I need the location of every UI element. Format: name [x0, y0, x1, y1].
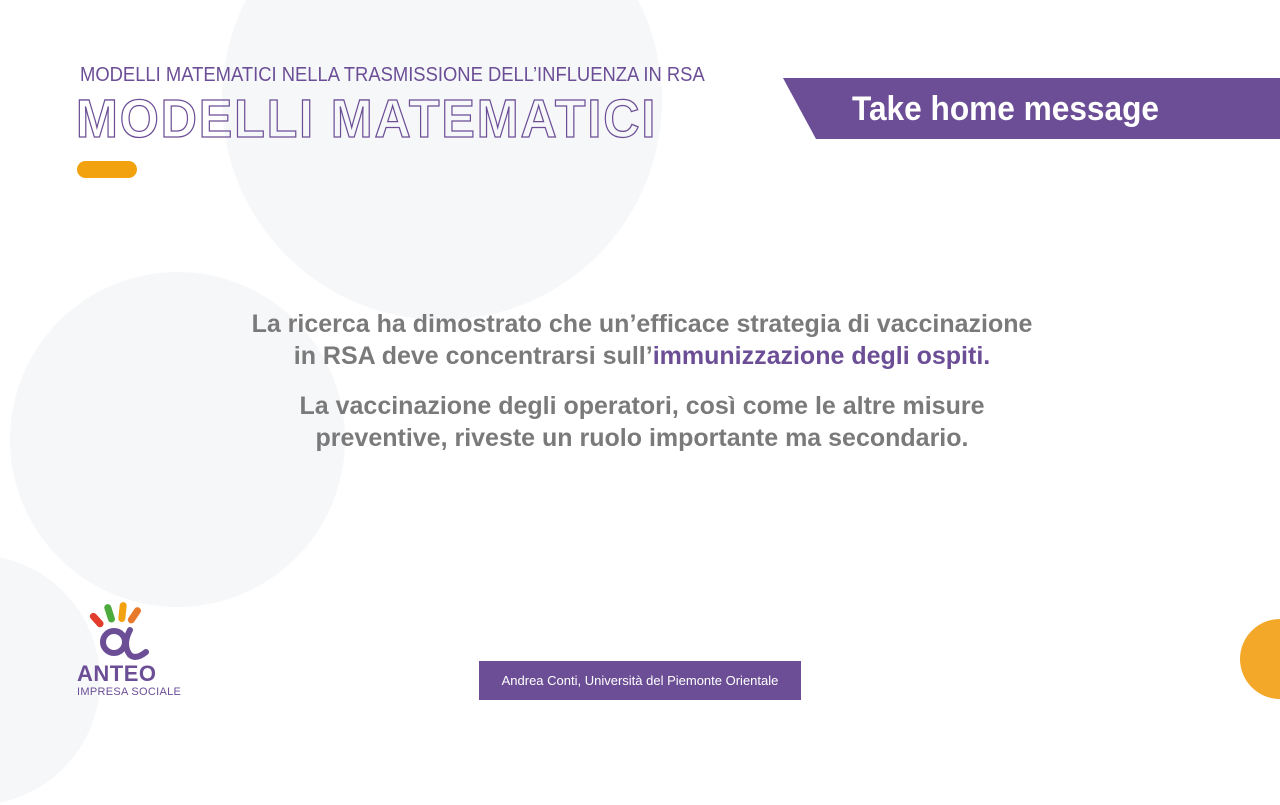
slide-title: MODELLI MATEMATICI [76, 89, 658, 149]
message-line: in RSA deve concentrarsi sull’ [293, 342, 653, 370]
message-paragraph-2 [210, 390, 1074, 454]
message-line: La vaccinazione degli operatori, così come le altre misure [299, 392, 985, 420]
orange-circle-decoration [1240, 619, 1280, 699]
footer-author-label: Andrea Conti, Università del Piemonte Orientale [479, 661, 801, 700]
take-home-message [210, 308, 1074, 454]
title-accent-bar [77, 161, 137, 178]
message-line: preventive, riveste un ruolo importante ma secondario. [315, 424, 969, 452]
background-circle [222, 0, 662, 320]
logo-name: ANTEO [77, 661, 157, 686]
banner-label: Take home message [852, 90, 1159, 128]
slide-subtitle: MODELLI MATEMATICI NELLA TRASMISSIONE DELL’INFLUENZA IN RSA [80, 64, 705, 86]
message-highlight: immunizzazione degli ospiti. [652, 342, 991, 370]
message-paragraph-1 [210, 308, 1074, 372]
logo-subtitle: IMPRESA SOCIALE [77, 686, 182, 698]
message-line: La ricerca ha dimostrato che un’efficace strategia di vaccinazione [251, 310, 1033, 338]
